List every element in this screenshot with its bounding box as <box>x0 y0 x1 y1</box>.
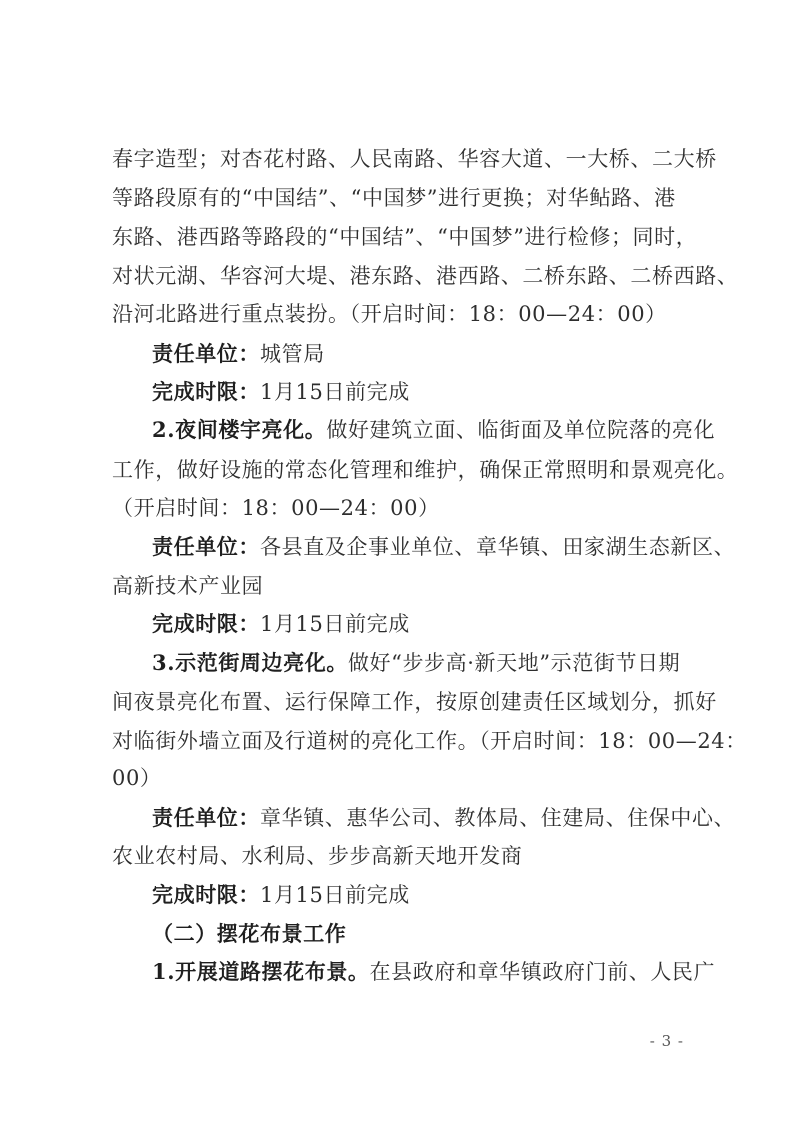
body-line <box>112 455 738 485</box>
line-text: 工作，做好设施的常态化管理和维护，确保正常照明和景观亮化。 <box>112 458 739 482</box>
deadline-line <box>152 377 410 407</box>
line-text: 做好建筑立面、临街面及单位院落的亮化 <box>326 418 716 442</box>
body-line <box>112 841 522 871</box>
line-text: 做好“步步高·新天地”示范街节日期 <box>347 651 681 675</box>
line-text: 春字造型；对杏花村路、人民南路、华容大道、一大桥、二大桥 <box>112 147 717 171</box>
responsible-unit-line <box>152 803 735 833</box>
deadline-value: 1月15日前完成 <box>260 883 410 907</box>
responsible-unit-value: 城管局 <box>260 342 325 366</box>
body-line <box>112 726 747 756</box>
item-heading: 2.夜间楼宇亮化。 <box>152 417 327 442</box>
body-line <box>112 222 697 252</box>
line-text: 对状元湖、华容河大堤、港东路、港西路、二桥东路、二桥西路、 <box>112 264 739 288</box>
line-text: 东路、港西路等路段的“中国结”、“中国梦”进行检修；同时， <box>112 225 698 249</box>
line-text: （开启时间：18：00—24：00） <box>112 496 440 520</box>
responsible-unit-line <box>152 339 325 369</box>
section-heading-line <box>152 919 346 949</box>
body-line <box>112 571 263 601</box>
body-line <box>112 687 717 717</box>
line-text: 沿河北路进行重点装扮。（开启时间：18：00—24：00） <box>112 302 667 326</box>
item-heading-line <box>152 957 715 987</box>
item-heading: 1.开展道路摆花布景。 <box>152 959 370 984</box>
body-line <box>112 183 676 213</box>
item-heading-line <box>152 415 715 445</box>
responsible-unit-value: 章华镇、惠华公司、教体局、住建局、住保中心、 <box>260 806 736 830</box>
deadline-value: 1月15日前完成 <box>260 612 410 636</box>
page-number: - 3 - <box>649 1032 684 1050</box>
responsible-unit-label: 责任单位： <box>152 341 260 366</box>
body-line <box>112 493 440 523</box>
line-text: 在县政府和章华镇政府门前、人民广 <box>369 960 716 984</box>
line-text: 00） <box>112 766 162 790</box>
item-heading: 3.示范街周边亮化。 <box>152 650 348 675</box>
responsible-unit-label: 责任单位： <box>152 534 260 559</box>
item-heading-line <box>152 648 680 678</box>
responsible-unit-value: 各县直及企事业单位、章华镇、田家湖生态新区、 <box>260 535 736 559</box>
section-heading: （二）摆花布景工作 <box>152 921 347 946</box>
line-text: 等路段原有的“中国结”、“中国梦”进行更换；对华鲇路、港 <box>112 186 676 210</box>
deadline-line <box>152 880 410 910</box>
deadline-label: 完成时限： <box>152 611 260 636</box>
line-text: 高新技术产业园 <box>112 574 264 598</box>
line-text: 间夜景亮化布置、运行保障工作，按原创建责任区域划分，抓好 <box>112 690 717 714</box>
deadline-label: 完成时限： <box>152 379 260 404</box>
body-line <box>112 763 162 793</box>
deadline-label: 完成时限： <box>152 882 260 907</box>
responsible-unit-line <box>152 532 735 562</box>
responsible-unit-label: 责任单位： <box>152 805 260 830</box>
deadline-line <box>152 609 410 639</box>
body-line <box>112 144 717 174</box>
deadline-value: 1月15日前完成 <box>260 380 410 404</box>
line-text: 对临街外墙立面及行道树的亮化工作。（开启时间：18：00—24： <box>112 729 747 753</box>
body-line <box>112 299 667 329</box>
line-text: 农业农村局、水利局、步步高新天地开发商 <box>112 844 523 868</box>
body-line <box>112 261 738 291</box>
